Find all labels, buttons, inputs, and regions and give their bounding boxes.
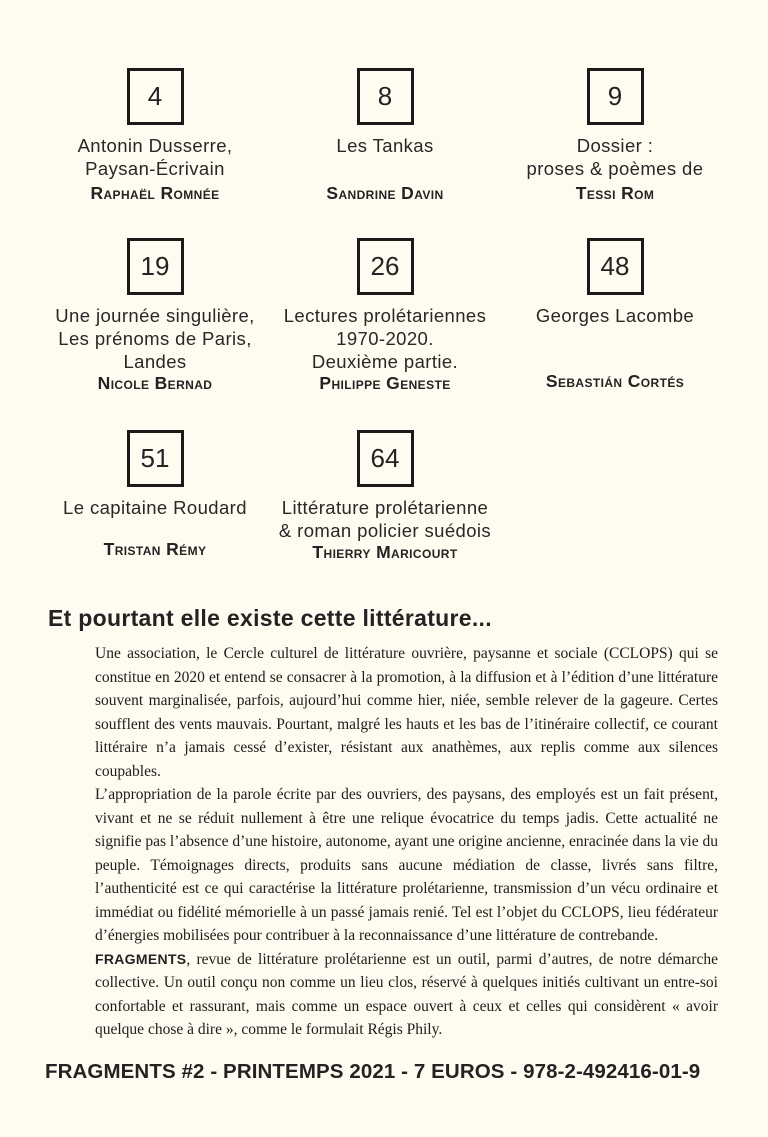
- page-number-box: [357, 430, 414, 487]
- entry-author: Thierry Maricourt: [312, 542, 458, 562]
- page-number: 8: [377, 81, 393, 111]
- toc-entry: [270, 68, 500, 204]
- page-number-box: [357, 68, 414, 125]
- toc-entry: [500, 238, 730, 392]
- toc-entry: [270, 238, 500, 392]
- entry-title: Le capitaine Roudard: [63, 497, 247, 518]
- entry-title: Lectures prolétariennes 1970-2020. Deuxième partie.: [283, 305, 487, 372]
- toc-row: [40, 238, 730, 392]
- entry-title: Une journée singulière, Les prénoms de Paris, Landes: [55, 305, 255, 372]
- entry-author: Nicole Bernad: [97, 373, 213, 393]
- toc-entry: [270, 430, 500, 560]
- entry-title: Littérature prolétarienne & roman policier suédois: [278, 497, 492, 541]
- entry-author: Tristan Rémy: [103, 539, 207, 559]
- entry-author: Philippe Geneste: [319, 373, 451, 393]
- entry-author: Sandrine Davin: [326, 183, 444, 203]
- page-number-box: [357, 238, 414, 295]
- page-number: 64: [370, 443, 400, 473]
- page-number-box: [127, 68, 184, 125]
- footer-imprint: FRAGMENTS #2 - PRINTEMPS 2021 - 7 EUROS - 978-2-492416-01-9: [45, 1059, 701, 1083]
- page-number: 9: [607, 81, 623, 111]
- table-of-contents: [0, 0, 768, 560]
- paragraph-lead-word: FRAGMENTS: [95, 950, 187, 967]
- toc-row: [40, 68, 730, 204]
- page-number-box: [587, 238, 644, 295]
- toc-row: [40, 430, 730, 560]
- page-number: 4: [147, 81, 163, 111]
- page-number-box: [127, 238, 184, 295]
- toc-entry: [40, 430, 270, 560]
- paragraph: FRAGMENTS, revue de littérature prolétarienne est un outil, parmi d’autres, de notre démarche collective. Un outil conçu non comme un lieu clos, réservé à quelques initiés cultivant un entre-soi confortable et rassurant, mais comme un espace ouvert à ceux et celles qui considèrent « avoir quelque chose à dire », comme le formulait Régis Phily.: [95, 950, 718, 1038]
- entry-author: Sebastián Cortés: [545, 371, 685, 391]
- article-body: [95, 642, 718, 1042]
- entry-title: Dossier : proses & poèmes de: [526, 135, 704, 179]
- entry-title: Les Tankas: [336, 135, 434, 156]
- entry-title: Georges Lacombe: [535, 305, 695, 326]
- page-number: 19: [140, 251, 170, 281]
- paragraph: L’appropriation de la parole écrite par des ouvriers, des paysans, des employés est un fait présent, vivant et ne se réduit nullement à être une relique évocatrice du temps jadis. Cette actualité ne signifie pas l’absence d’une histoire, autonome, ayant une origine ancienne, enracinée dans la vie du peuple. Témoignages directs, produits sans aucune médiation de classe, livrés sans filtre, l’authenticité est ce qui caractérise la littérature prolétarienne, transmission d’un vécu ordinaire et immédiat ou fidélité mémorielle à un passé jamais renié. Tel est l’objet du CCLOPS, lieu fédérateur d’énergies mobilisées pour contribuer à la reconnaissance d’une littérature de contrebande.: [95, 786, 718, 944]
- page-number-box: [587, 68, 644, 125]
- article-heading: Et pourtant elle existe cette littérature...: [48, 605, 492, 631]
- page-number: 26: [370, 251, 400, 281]
- toc-entry: [40, 238, 270, 392]
- entry-author: Tessi Rom: [575, 183, 655, 203]
- page-number-box: [127, 430, 184, 487]
- entry-author: Raphaël Romnée: [90, 183, 220, 203]
- paragraph: Une association, le Cercle culturel de littérature ouvrière, paysanne et sociale (CCLOPS) qui se constitue en 2020 et entend se consacrer à la promotion, à la diffusion et à l’édition d’une littérature souvent marginalisée, parfois, aujourd’hui comme hier, niée, semble relever de la gageure. Certes soufflent des vents mauvais. Pourtant, malgré les hauts et les bas de l’itinéraire collectif, ce courant littéraire n’a jamais cessé d’exister, résistant aux anathèmes, aux replis comme aux silences coupables.: [95, 645, 718, 780]
- toc-entry: [500, 68, 730, 204]
- page-number: 51: [140, 443, 170, 473]
- entry-title: Antonin Dusserre, Paysan-Écrivain: [77, 135, 233, 179]
- page-number: 48: [600, 251, 630, 281]
- toc-entry: [40, 68, 270, 204]
